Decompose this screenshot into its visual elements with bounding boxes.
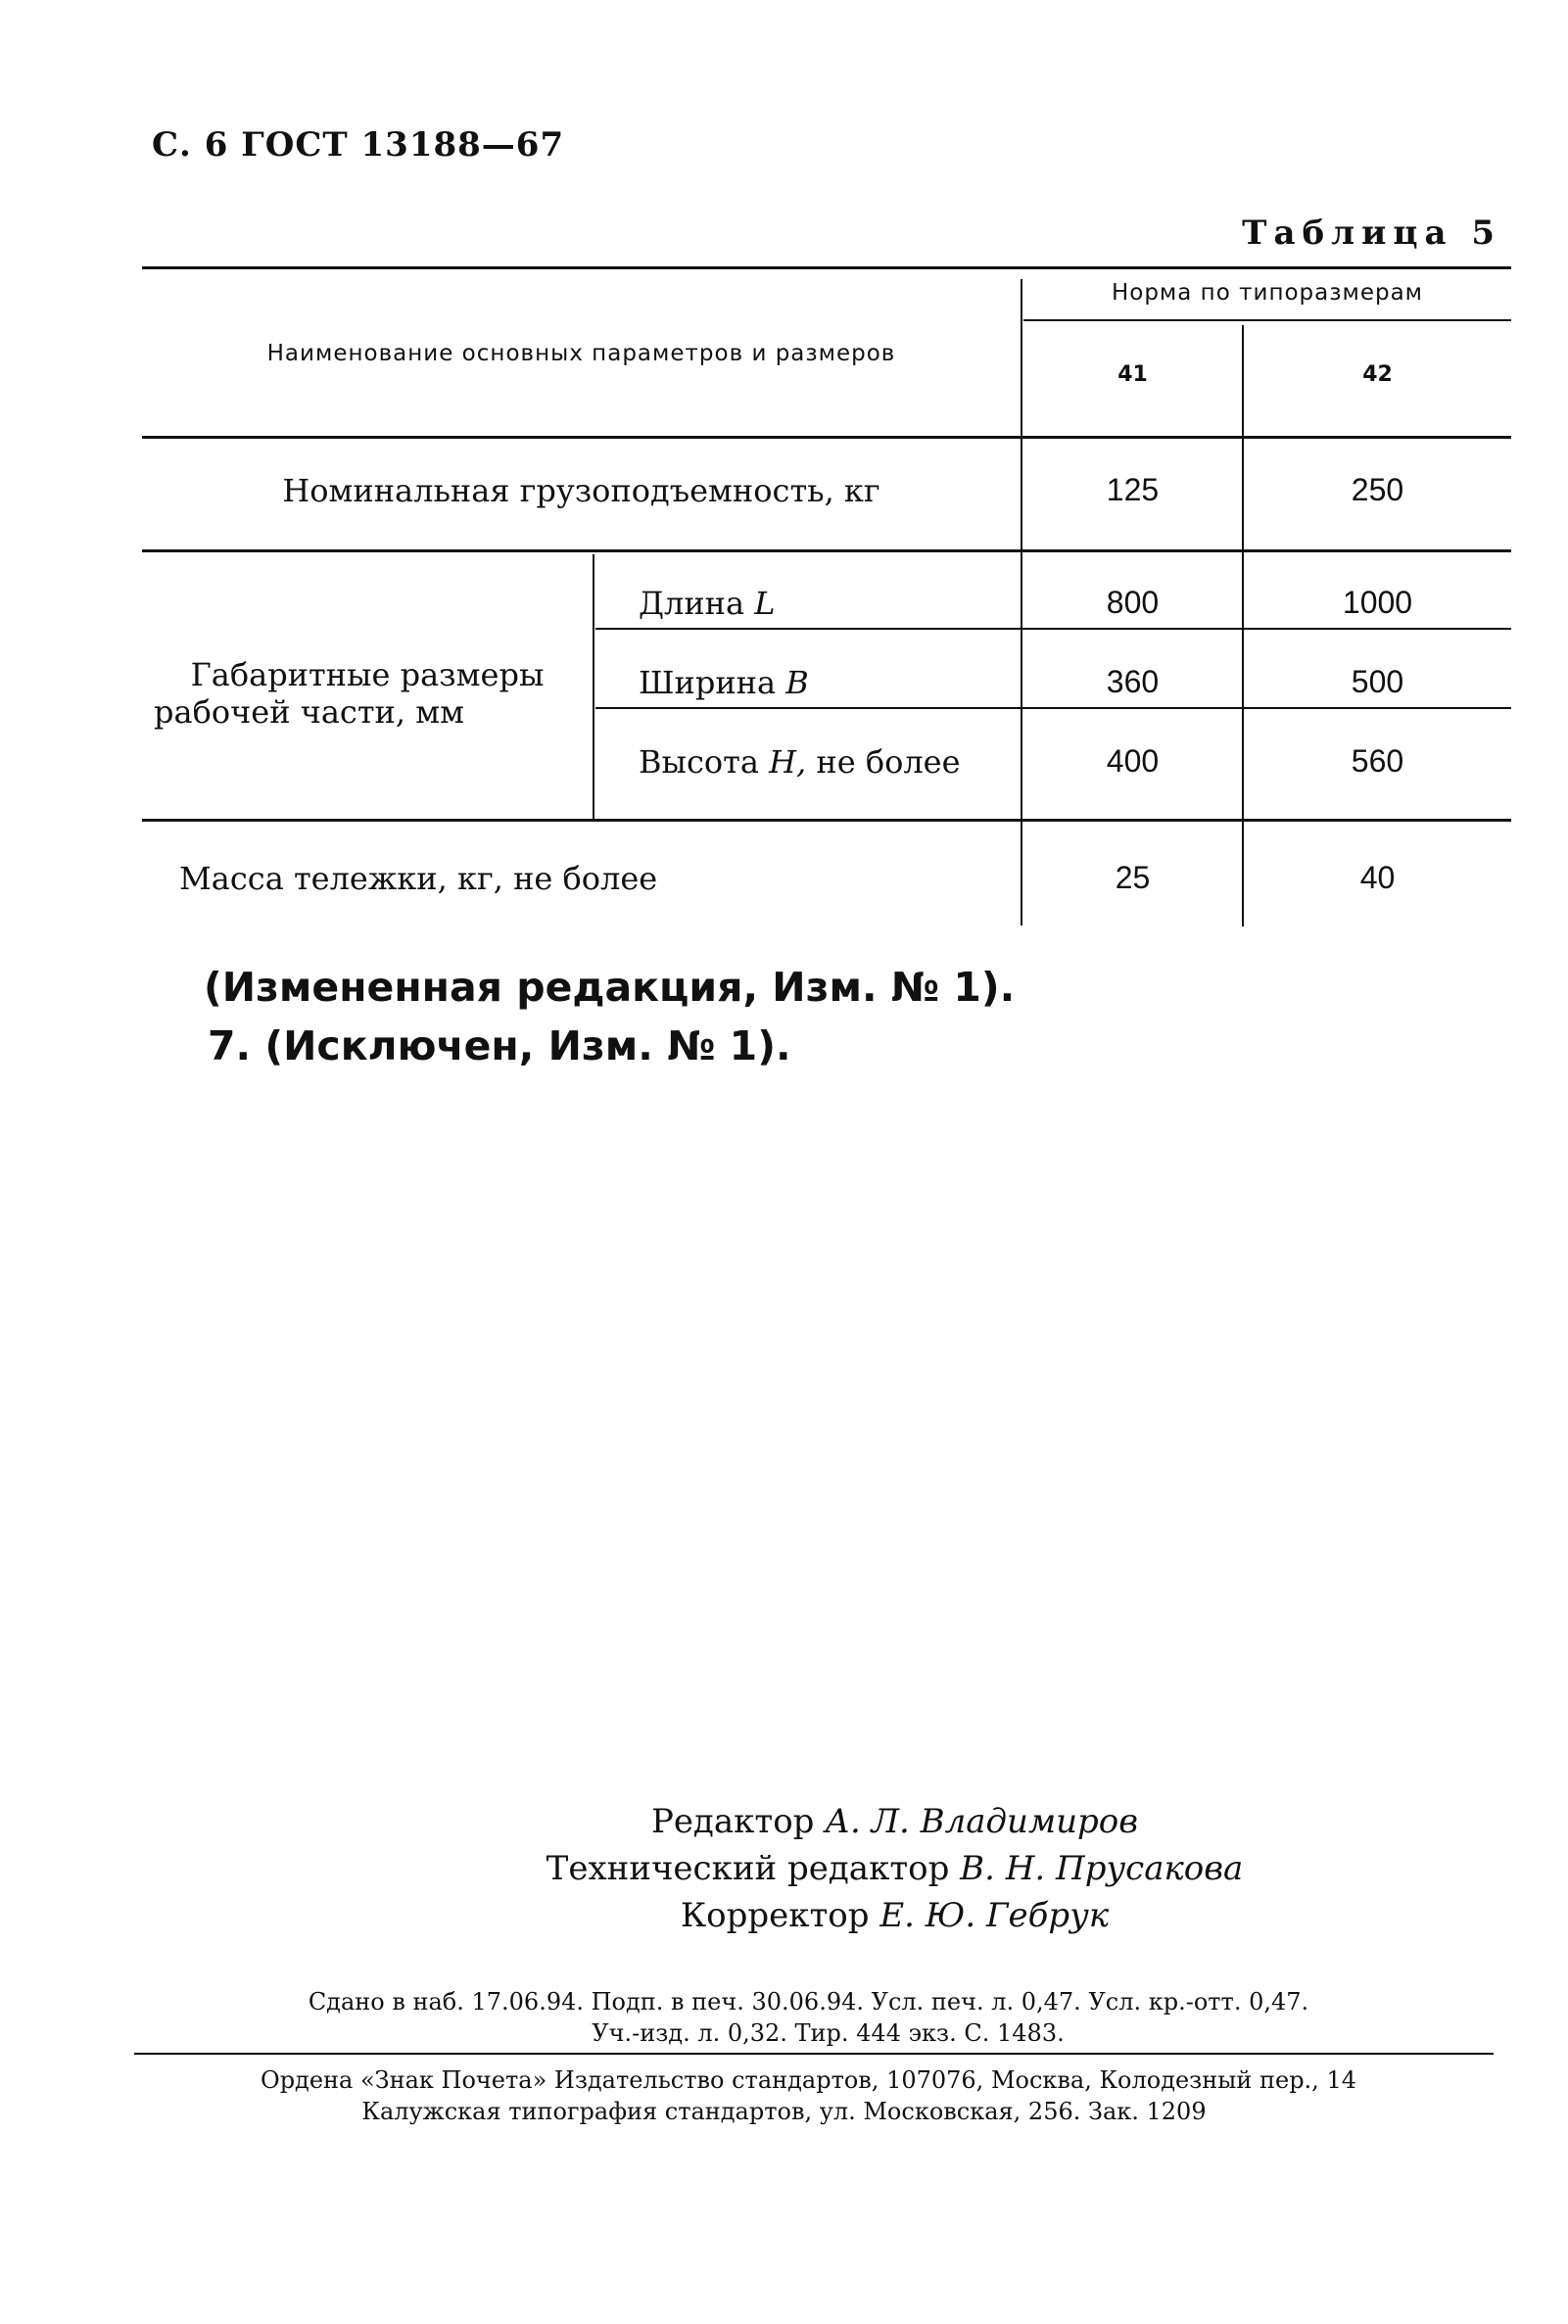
col-header-group: Норма по типоразмерам [1111,280,1424,306]
dim-length-symbol: L [754,585,776,622]
row-label-dims-line2: рабочей части, мм [154,693,464,731]
dim-height-symbol: H, [769,743,807,781]
imprint-line-1: Сдано в наб. 17.06.94. Подп. в печ. 30.06.94. Усл. печ. л. 0,47. Усл. кр.-отт. 0,47. [308,1988,1309,2016]
credit-editor-role: Редактор [650,1802,815,1841]
imprint-rule [134,2053,1494,2055]
imprint-line-3: Ордена «Знак Почета» Издательство стандартов, 107076, Москва, Колодезный пер., 14 [261,2066,1356,2094]
dim-height-name: Высота [639,743,759,781]
dim-width-label [639,664,809,701]
dim-height-label [639,743,961,781]
imprint-line-2: Уч.-изд. л. 0,32. Тир. 444 экз. С. 1483. [592,2019,1065,2047]
value-width-41: 360 [1106,664,1160,699]
value-capacity-42: 250 [1351,472,1404,507]
credit-tech-editor [0,1845,1568,1892]
dim-length-name: Длина [639,585,745,622]
value-mass-42: 40 [1359,860,1396,895]
row-rule-capacity [142,549,1511,552]
header-bottom-rule [142,436,1511,439]
credit-editor-name: А. Л. Владимиров [825,1802,1139,1841]
note-amended: (Измененная редакция, Изм. № 1). [204,964,1016,1011]
col-divider-dims [593,554,594,819]
page-header: С. 6 ГОСТ 13188—67 [152,125,565,165]
credit-tech-name: В. Н. Прусакова [960,1849,1244,1888]
value-mass-41: 25 [1115,860,1151,895]
credit-proof-role: Корректор [680,1896,870,1935]
value-length-41: 800 [1106,585,1160,620]
table-top-rule [142,266,1511,269]
imprint-line-4: Калужская типография стандартов, ул. Московская, 256. Зак. 1209 [361,2098,1207,2125]
value-capacity-41: 125 [1106,472,1160,507]
col-header-name: Наименование основных параметров и размеров [266,341,896,366]
row-rule-dims [142,819,1511,822]
value-length-42: 1000 [1342,585,1413,620]
col-header-size-42: 42 [1362,362,1393,387]
row-rule-length [595,628,1511,630]
row-label-dims-line1: Габаритные размеры [190,656,545,693]
dim-width-name: Ширина [639,664,777,701]
dim-width-symbol: B [785,664,809,701]
col-header-size-41: 41 [1117,362,1148,387]
row-label-capacity: Номинальная грузоподъемность, кг [282,472,880,509]
col-divider-main [1021,279,1022,925]
row-rule-width [595,707,1511,709]
note-excluded: 7. (Исключен, Изм. № 1). [208,1022,791,1069]
value-width-42: 500 [1351,664,1404,699]
row-label-mass: Масса тележки, кг, не более [179,860,658,897]
value-height-41: 400 [1106,743,1160,779]
credit-tech-role: Технический редактор [546,1849,950,1888]
credits-block [0,1798,1568,1939]
header-group-rule [1023,319,1511,321]
imprint-print-info [0,1986,1568,2049]
value-height-42: 560 [1351,743,1404,779]
col-divider-sizes [1242,325,1244,926]
credit-proofreader [0,1892,1568,1939]
credit-proof-name: Е. Ю. Гебрук [879,1896,1110,1935]
imprint-publisher [0,2064,1568,2127]
table-title: Таблица 5 [1242,213,1501,253]
row-label-dims [142,656,593,731]
dim-length-label [639,585,776,622]
credit-editor [0,1798,1568,1845]
dim-height-suffix: не более [816,743,961,781]
